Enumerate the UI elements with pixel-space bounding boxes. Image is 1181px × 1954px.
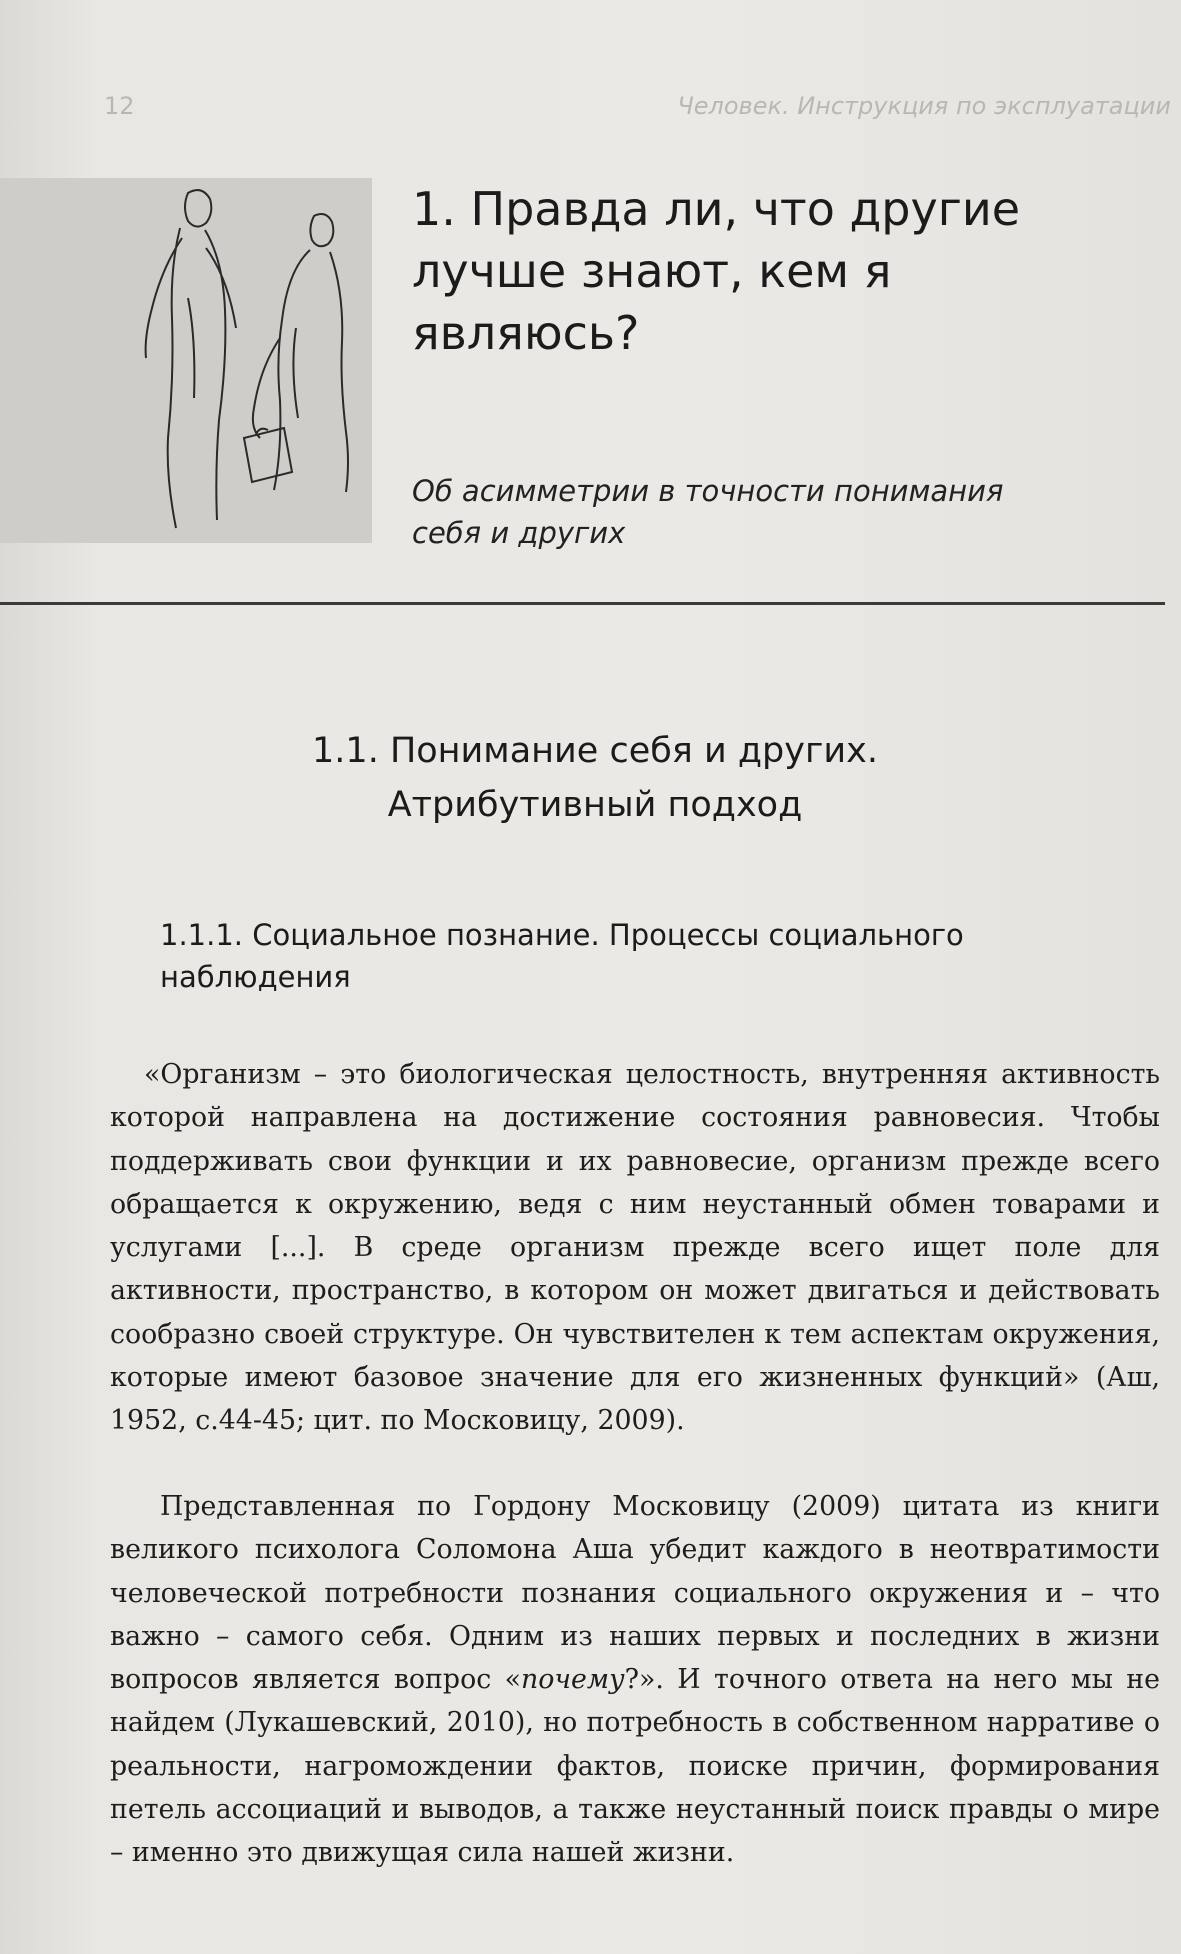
chapter-subtitle	[412, 470, 1142, 554]
section-title	[130, 724, 1060, 832]
figure-left-head	[185, 190, 211, 226]
running-header	[0, 86, 1181, 126]
chapter-title-line: 1. Правда ли, что другие	[412, 182, 1021, 236]
chapter-title	[412, 178, 1152, 364]
chapter-divider	[0, 602, 1165, 605]
page-number: 12	[104, 92, 135, 120]
chapter-title-line: лучше знают, кем я	[412, 244, 892, 298]
figure-left-body	[146, 228, 236, 528]
running-title: Человек. Инструкция по эксплуатации	[677, 92, 1171, 120]
italic-word: почему	[520, 1664, 625, 1696]
section-title-line: Атрибутивный подход	[387, 785, 803, 825]
briefcase-icon	[244, 428, 292, 482]
chapter-illustration	[0, 178, 372, 543]
section-title-line: 1.1. Понимание себя и других.	[312, 731, 878, 771]
chapter-title-line: являюсь?	[412, 306, 640, 360]
subsection-title-line: наблюдения	[160, 960, 351, 994]
quote-paragraph: «Организм – это биологическая целостность, внутренняя активность которой направлена на достижение состояния равновесия. Чтобы поддерживать свои функции и их равновесие, организм прежде всего обращается к окружению, ведя с ним неустанный обмен товарами и услугами [...]. В среде организм прежде всего ищет поле для активности, пространство, в котором он может двигаться и действовать сообразно своей структуре. Он чувствителен к тем аспектам окружения, которые имеют базовое значение для его жизненных функций» (Аш, 1952, с.44-45; цит. по Московицу, 2009).	[110, 1059, 1160, 1437]
paragraph-text: ?». И точного ответа на него мы не найдем (Лукашевский, 2010), но потребность в собственном нарративе о реальности, нагромождении фактов, поиске причин, формирования петель ассоциаций и выводов, а также неустанный поиск правды о мире – именно это движущая сила нашей жизни.	[110, 1664, 1160, 1869]
chapter-subtitle-line: Об асимметрии в точности понимания	[412, 474, 1004, 508]
figure-right-head	[310, 214, 333, 246]
subsection-title-line: 1.1.1. Социальное познание. Процессы социального	[160, 918, 964, 952]
chapter-subtitle-line: себя и других	[412, 516, 626, 550]
subsection-title	[160, 914, 1080, 998]
paragraph-text: Представленная по Гордону Московицу (2009) цитата из книги великого психолога Соломона Аша убедит каждого в неотвратимости человеческой потребности познания социального окружения и – что важно – самого себя. Одним из наших первых и последних в жизни вопросов является вопрос «	[110, 1491, 1160, 1696]
body-paragraph	[110, 1485, 1160, 1875]
figure-right-body	[253, 250, 348, 492]
